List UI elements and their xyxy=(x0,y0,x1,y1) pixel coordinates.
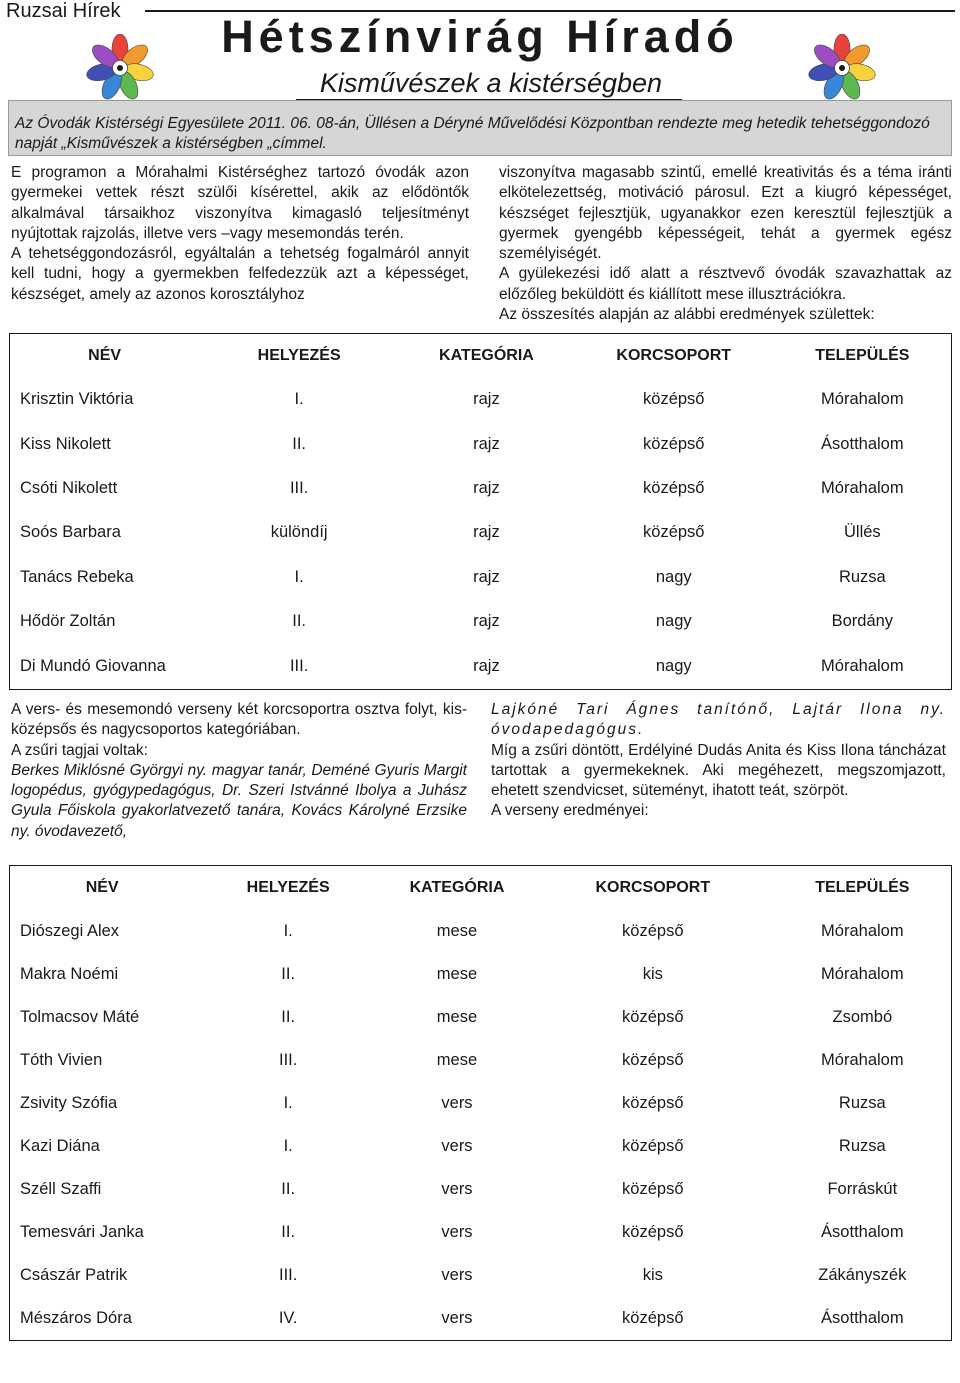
cell-name: Hődör Zoltán xyxy=(20,612,116,631)
cell-place: III. xyxy=(289,657,309,676)
cell-place: I. xyxy=(294,567,304,586)
cell-agegroup: középső xyxy=(622,1007,684,1026)
page-subtitle: Kisművészek a kistérségben xyxy=(319,68,663,98)
intro-box: Az Óvodák Kistérségi Egyesülete 2011. 06. 08-án, Üllésen a Déryné Művelődési Központban rendezte meg hetedik tehetséggondozó napját „Kisművészek a kistérségben „címmel. xyxy=(8,100,952,156)
cell-name: Kiss Nikolett xyxy=(20,434,111,453)
section1-left-paragraph: E programon a Mórahalmi Kistérséghez tartozó óvodák azon gyermekei vettek részt szülői kísérettel, akik az elődöntők alkalmával társaikhoz viszonyítva kimagasló teljesítményt nyújtottak rajzolás, illetve vers –vagy mesemondás terén. xyxy=(11,164,469,242)
column-header-agegroup: KORCSOPORT xyxy=(595,878,711,896)
table-row xyxy=(10,600,952,644)
cell-town: Zákányszék xyxy=(818,1265,907,1284)
cell-category: vers xyxy=(441,1265,473,1284)
jury-heading: A zsűri tagjai voltak: xyxy=(11,741,148,759)
table-header-row xyxy=(10,866,952,910)
table-row xyxy=(10,910,952,953)
cell-town: Üllés xyxy=(843,523,881,542)
results-heading: A verseny eredményei: xyxy=(491,802,649,820)
table-row xyxy=(10,1297,952,1341)
cell-agegroup: középső xyxy=(622,1308,684,1327)
cell-category: vers xyxy=(441,1136,473,1155)
column-header-place: HELYEZÉS xyxy=(257,346,341,364)
cell-category: rajz xyxy=(473,523,500,542)
cell-town: Ásotthalom xyxy=(821,434,904,453)
cell-town: Mórahalom xyxy=(821,390,904,409)
column-header-town: TELEPÜLÉS xyxy=(815,346,910,364)
table-row xyxy=(10,1254,952,1297)
table-row xyxy=(10,466,952,510)
table-row xyxy=(10,378,952,422)
cell-agegroup: középső xyxy=(622,1136,684,1155)
table-row xyxy=(10,1039,952,1082)
table-row xyxy=(10,1125,952,1168)
cell-category: vers xyxy=(441,1179,473,1198)
cell-name: Tóth Vivien xyxy=(20,1050,103,1069)
table-row xyxy=(10,996,952,1039)
cell-agegroup: kis xyxy=(642,964,663,983)
dance-house-text: Míg a zsűri döntött, Erdélyiné Dudás Anita és Kiss Ilona táncházat tartottak a gyermekeknek. Aki megéhezett, megszomjazott, ehetett szendvicset, süteményt, ihatott teát, szörpöt. xyxy=(491,741,946,800)
section1-right-paragraph: A gyülekezési idő alatt a résztvevő óvodák szavazhattak az előzőleg beküldött és kiállított mese illusztrációkra. xyxy=(499,265,952,303)
cell-category: vers xyxy=(441,1222,473,1241)
cell-category: rajz xyxy=(473,390,500,409)
cell-place: I. xyxy=(283,1136,293,1155)
section2-intro: A vers- és mesemondó verseny két korcsoportra osztva folyt, kis-középsős és nagycsoportos kategóriában. xyxy=(11,701,467,739)
cell-agegroup: nagy xyxy=(655,657,692,676)
jury-members-continued: Lajkóné Tari Ágnes tanítónő, Lajtár Ilona ny. óvodapedagógus. xyxy=(491,701,946,739)
table-row xyxy=(10,644,952,689)
table-row xyxy=(10,511,952,555)
cell-category: rajz xyxy=(473,479,500,498)
section2-left-column xyxy=(11,700,467,842)
table-row xyxy=(10,1168,952,1211)
cell-town: Ruzsa xyxy=(838,567,886,586)
masthead-title: Hétszínvirág Híradó xyxy=(221,11,739,62)
cell-category: mese xyxy=(436,1050,478,1069)
cell-town: Zsombó xyxy=(832,1007,893,1026)
cell-category: rajz xyxy=(473,567,500,586)
cell-agegroup: középső xyxy=(643,523,705,542)
cell-place: II. xyxy=(281,964,296,983)
cell-agegroup: középső xyxy=(622,1222,684,1241)
cell-town: Ruzsa xyxy=(838,1093,886,1112)
column-header-town: TELEPÜLÉS xyxy=(815,878,910,896)
table-row xyxy=(10,422,952,466)
cell-name: Temesvári Janka xyxy=(20,1222,144,1241)
cell-place: II. xyxy=(292,612,307,631)
cell-agegroup: középső xyxy=(643,390,705,409)
cell-category: vers xyxy=(441,1308,473,1327)
cell-name: Csóti Nikolett xyxy=(20,479,118,498)
cell-agegroup: középső xyxy=(643,479,705,498)
column-header-name: NÉV xyxy=(85,878,119,896)
section1-right-column xyxy=(499,163,952,325)
cell-agegroup: középső xyxy=(643,434,705,453)
table-row xyxy=(10,555,952,599)
flower-eye xyxy=(117,65,123,71)
cell-place: II. xyxy=(281,1222,296,1241)
jury-members: Berkes Miklósné Györgyi ny. magyar tanár, Deméné Gyuris Margit logopédus, gyógypedagógus, Dr. Szeri Istvánné Ibolya a Juhász Gyula Főiskola gyakorlatvezető tanára, Kovács Károlyné Erzsike ny. óvodavezető, xyxy=(11,761,467,840)
cell-agegroup: kis xyxy=(642,1265,663,1284)
cell-name: Makra Noémi xyxy=(20,964,119,983)
cell-agegroup: nagy xyxy=(655,612,692,631)
cell-category: mese xyxy=(436,964,478,983)
drawing-results-table xyxy=(9,333,952,690)
cell-agegroup: középső xyxy=(622,1050,684,1069)
cell-town: Forráskút xyxy=(827,1179,898,1198)
column-header-category: KATEGÓRIA xyxy=(409,878,505,896)
recitation-results-table xyxy=(9,865,952,1341)
flower-eye xyxy=(839,65,845,71)
column-header-name: NÉV xyxy=(88,346,122,364)
cell-category: rajz xyxy=(473,657,500,676)
cell-agegroup: középső xyxy=(622,921,684,940)
cell-place: III. xyxy=(278,1050,298,1069)
section1-right-paragraph: Az összesítés alapján az alábbi eredmények születtek: xyxy=(499,306,875,324)
cell-town: Mórahalom xyxy=(821,479,904,498)
cell-town: Ruzsa xyxy=(838,1136,886,1155)
cell-place: IV. xyxy=(278,1308,298,1327)
cell-place: I. xyxy=(283,1093,293,1112)
cell-town: Mórahalom xyxy=(821,964,904,983)
cell-town: Ásotthalom xyxy=(821,1222,904,1241)
cell-name: Tanács Rebeka xyxy=(20,567,134,586)
cell-town: Mórahalom xyxy=(821,921,904,940)
column-header-place: HELYEZÉS xyxy=(246,878,330,896)
section1-left-column xyxy=(11,163,469,305)
rubric-label: Ruzsai Hírek xyxy=(6,0,121,22)
cell-category: rajz xyxy=(473,612,500,631)
cell-agegroup: középső xyxy=(622,1093,684,1112)
section1-left-paragraph: A tehetséggondozásról, egyáltalán a tehetség fogalmáról annyit kell tudni, hogy a gyermekben felfedezzük azt a képességet, készséget, amely az azonos korosztályhoz xyxy=(11,245,469,303)
cell-town: Ásotthalom xyxy=(821,1308,904,1327)
cell-place: II. xyxy=(281,1179,296,1198)
cell-name: Tolmacsov Máté xyxy=(20,1007,140,1026)
cell-name: Soós Barbara xyxy=(20,523,121,542)
table-row xyxy=(10,1211,952,1254)
cell-name: Di Mundó Giovanna xyxy=(20,657,166,676)
cell-name: Zsivity Szófia xyxy=(20,1093,118,1112)
cell-place: II. xyxy=(281,1007,296,1026)
cell-town: Bordány xyxy=(831,612,894,631)
rainbow-flower-icon xyxy=(808,34,876,102)
column-header-category: KATEGÓRIA xyxy=(439,346,534,364)
cell-name: Mészáros Dóra xyxy=(20,1308,132,1327)
cell-category: mese xyxy=(436,1007,478,1026)
cell-name: Krisztin Viktória xyxy=(20,390,134,409)
section2-right-column xyxy=(491,700,946,822)
cell-place: I. xyxy=(283,921,293,940)
rainbow-flower-icon xyxy=(86,34,154,102)
cell-category: vers xyxy=(441,1093,473,1112)
cell-name: Diószegi Alex xyxy=(20,921,120,940)
table-row xyxy=(10,953,952,996)
cell-name: Kazi Diána xyxy=(20,1136,100,1155)
cell-place: III. xyxy=(289,479,309,498)
cell-place: II. xyxy=(292,434,307,453)
column-header-agegroup: KORCSOPORT xyxy=(616,346,732,364)
cell-town: Mórahalom xyxy=(821,1050,904,1069)
cell-category: rajz xyxy=(473,434,500,453)
cell-category: mese xyxy=(436,921,478,940)
cell-agegroup: középső xyxy=(622,1179,684,1198)
section1-right-paragraph: viszonyítva magasabb szintű, emellé kreativitás és a téma iránti elkötelezettség, motiváció párosul. Ezt a kiugró képességet, készséget fejlesztjük, ugyanakkor ezen keresztül fejlesztjük a gyermek gyengébb képességeit, tehát a gyermek egész személyiségét. xyxy=(499,164,952,263)
table-row xyxy=(10,1082,952,1125)
cell-town: Mórahalom xyxy=(821,657,904,676)
cell-name: Császár Patrik xyxy=(20,1265,128,1284)
cell-agegroup: nagy xyxy=(655,567,692,586)
cell-place: I. xyxy=(294,390,304,409)
cell-place: III. xyxy=(278,1265,298,1284)
cell-name: Széll Szaffi xyxy=(20,1179,102,1198)
table-header-row xyxy=(10,334,952,378)
cell-place: különdíj xyxy=(270,523,328,542)
